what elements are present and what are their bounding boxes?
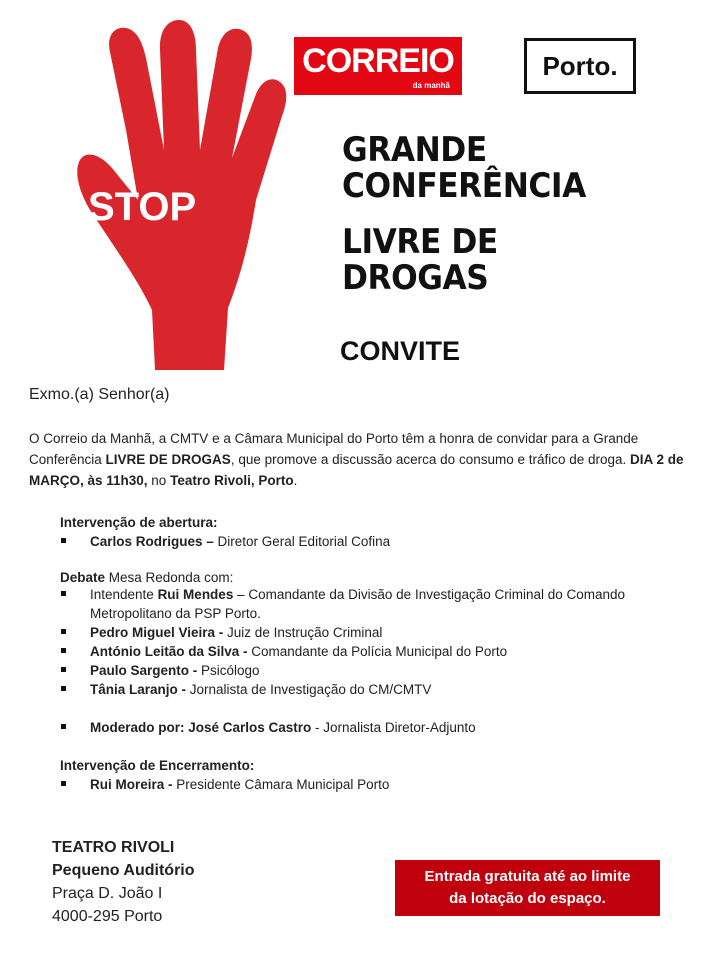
speaker-role: Jornalista de Investigação do CM/CMTV [186,682,432,697]
intro-bold-2: DIA 2 de MARÇO, às 11h30, [29,452,684,488]
moderator-role: - Jornalista Diretor-Adjunto [311,720,476,735]
convite-heading: CONVITE [340,336,461,366]
venue-city: 4000-295 Porto [52,908,163,925]
title-line-2: CONFERÊNCIA [342,166,586,206]
speaker-role: Psicólogo [197,663,260,678]
opening-heading: Intervenção de abertura: [60,515,218,530]
salutation: Exmo.(a) Senhor(a) [29,386,170,403]
speaker-role: Presidente Câmara Municipal Porto [172,777,390,792]
entry-line-2: da lotação do espaço. [449,890,606,907]
opening-list [60,532,700,551]
stop-label: STOP [88,185,197,229]
list-item [60,680,700,699]
list-item [60,775,700,794]
closing-heading: Intervenção de Encerramento: [60,758,255,773]
list-item [60,661,700,680]
moderator-list [60,718,700,737]
debate-heading [60,570,700,585]
correio-logo-text: CORREIO [302,42,454,80]
speaker-name: Tânia Laranjo - [90,682,187,697]
list-item [60,532,700,551]
speaker-name: Carlos Rodrigues – [90,534,214,549]
correio-logo-subtext: da manhã [412,81,450,90]
conference-title [342,132,702,296]
speaker-name: Paulo Sargento - [90,663,198,678]
speaker-name: Rui Moreira - [90,777,173,792]
speaker-name: Rui Mendes [157,587,234,602]
list-item [60,623,700,642]
venue-address [52,836,195,928]
speaker-prefix: Intendente [90,587,158,602]
correio-da-manha-logo [294,37,462,95]
intro-text-4: . [293,473,298,488]
closing-list [60,775,700,794]
intro-bold-3: Teatro Rivoli, Porto [170,473,294,488]
intro-text-1: O Correio da Manhã, a CMTV e a Câmara Municipal do Porto têm a honra de convidar para a Grande Conferência [29,431,639,467]
speaker-name: Pedro Miguel Vieira - [90,625,224,640]
list-item [60,585,700,623]
title-line-3: LIVRE DE [342,222,498,262]
list-item [60,718,700,737]
intro-paragraph [29,428,693,491]
speaker-role: Juiz de Instrução Criminal [223,625,383,640]
entry-line-1: Entrada gratuita até ao limite [424,868,631,885]
venue-room: Pequeno Auditório [52,862,195,879]
title-line-4: DROGAS [342,258,489,298]
debate-heading-bold: Debate [60,570,106,585]
intro-bold-1: LIVRE DE DROGAS [105,452,231,467]
venue-name: TEATRO RIVOLI [52,839,175,856]
intro-text-2: , que promove a discussão acerca do consumo e tráfico de droga. [230,452,631,467]
porto-logo: Porto. [524,38,636,94]
moderator-name: Moderado por: José Carlos Castro [90,720,312,735]
list-item [60,642,700,661]
speaker-role: Diretor Geral Editorial Cofina [213,534,391,549]
debate-list [60,585,700,699]
speaker-name: António Leitão da Silva - [90,644,248,659]
venue-street: Praça D. João I [52,885,163,902]
program [60,513,700,794]
stop-hand-image [60,10,310,370]
debate-heading-rest: Mesa Redonda com: [105,570,234,585]
intro-text-3: no [147,473,171,488]
title-line-1: GRANDE [342,130,487,170]
speaker-role: Comandante da Polícia Municipal do Porto [247,644,508,659]
speaker-role: – Comandante da Divisão de Investigação Criminal do Comando Metropolitano da PSP Porto. [90,587,626,621]
free-entry-banner [395,860,660,916]
